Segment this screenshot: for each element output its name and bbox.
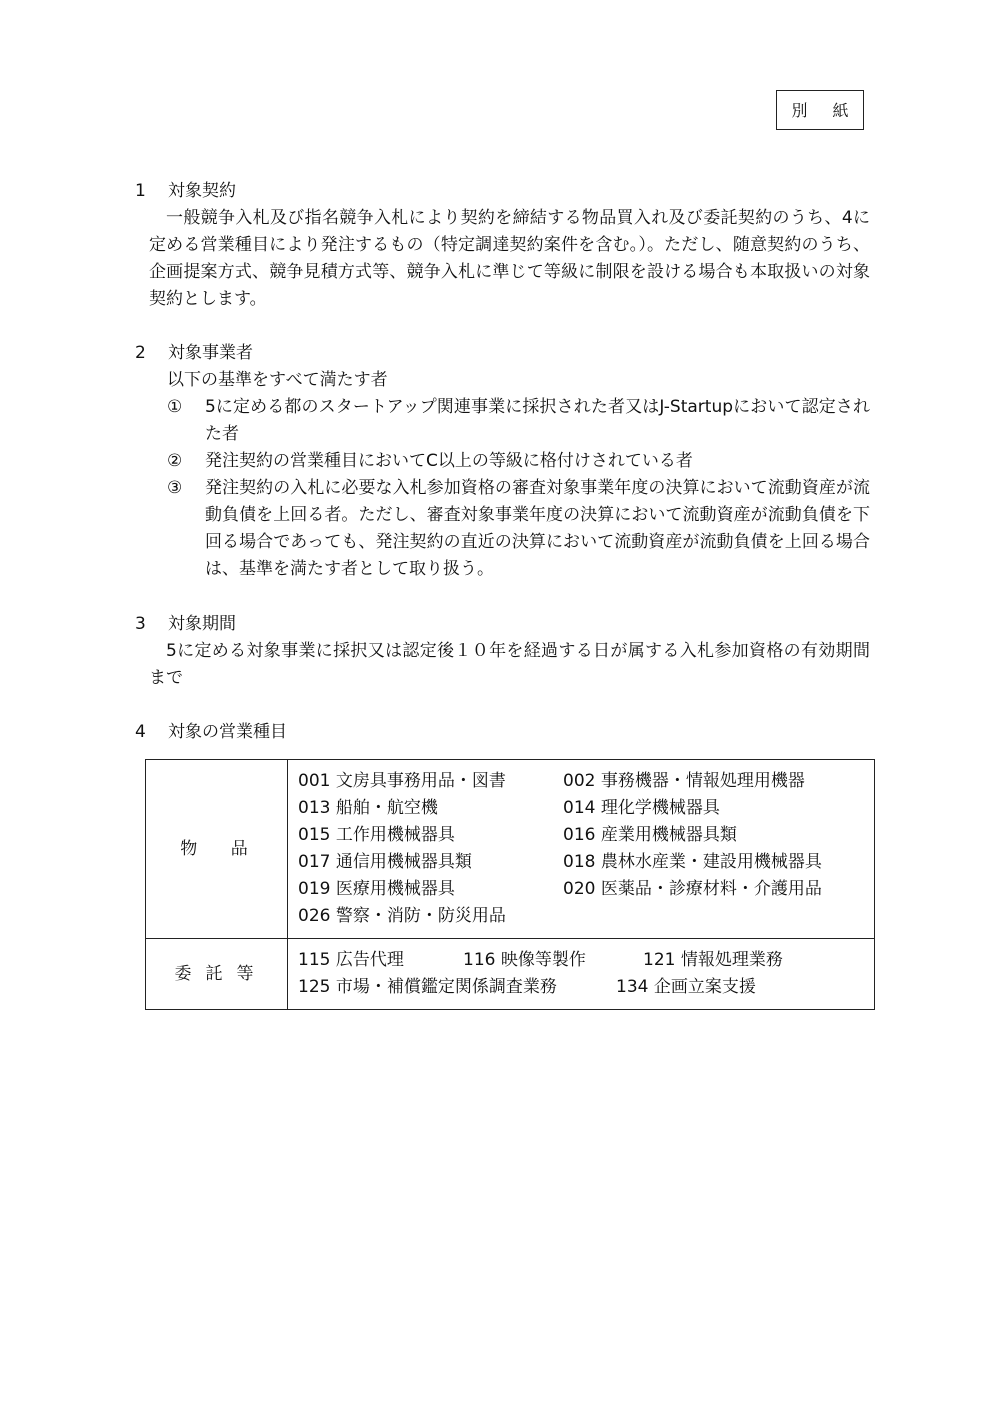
section-target-businesses (135, 340, 870, 583)
list-item: 014 理化学機械器具 (563, 798, 720, 818)
section-heading (135, 611, 870, 638)
criteria-marker: ② (167, 451, 183, 471)
list-item: 134 企画立案支援 (616, 977, 756, 997)
list-item: 020 医薬品・診療材料・介護用品 (563, 879, 822, 899)
goods-label: 物 品 (146, 760, 288, 939)
section-number: 4 (135, 722, 146, 742)
section-business-categories (135, 719, 870, 746)
section-title: 対象期間 (168, 614, 236, 634)
criteria-marker: ① (167, 397, 183, 417)
section-heading (135, 178, 870, 205)
list-item: 121 情報処理業務 (643, 950, 783, 970)
category-table (145, 759, 875, 1010)
attachment-label: 別 紙 (776, 90, 864, 130)
section-target-period (135, 611, 870, 692)
section-body: 一般競争入札及び指名競争入札により契約を締結する物品買入れ及び委託契約のうち、4に定める営業種目により発注するもの（特定調達契約案件を含む。）。ただし、随意契約のうち、企画提案方式、競争見積方式等、競争入札に準じて等級に制限を設ける場合も本取扱いの対象契約とします。 (149, 208, 870, 309)
table-row-goods (146, 760, 875, 939)
table-row-consignment (146, 939, 875, 1010)
section-title: 対象契約 (168, 181, 236, 201)
criteria-marker: ③ (167, 478, 183, 498)
criteria-text: 発注契約の入札に必要な入札参加資格の審査対象事業年度の決算において流動資産が流動負債を上回る者。ただし、審査対象事業年度の決算において流動資産が流動負債を下回る場合であっても、発注契約の直近の決算において流動資産が流動負債を上回る場合は、基準を満たす者として取り扱う。 (205, 478, 870, 579)
section-title: 対象の営業種目 (168, 722, 287, 742)
section-heading (135, 719, 870, 746)
section-title: 対象事業者 (168, 343, 253, 363)
section-target-contracts (135, 178, 870, 313)
criteria-item (135, 448, 870, 475)
section-number: 2 (135, 343, 146, 363)
list-item: 017 通信用機械器具類 (298, 852, 472, 872)
list-item: 115 広告代理 (298, 950, 404, 970)
section-number: 1 (135, 181, 146, 201)
list-item: 019 医療用機械器具 (298, 879, 455, 899)
section-number: 3 (135, 614, 146, 634)
list-item: 013 船舶・航空機 (298, 798, 438, 818)
list-item: 002 事務機器・情報処理用機器 (563, 771, 805, 791)
list-item: 026 警察・消防・防災用品 (298, 906, 506, 926)
list-item: 015 工作用機械器具 (298, 825, 455, 845)
section-body: 5に定める対象事業に採択又は認定後１０年を経過する日が属する入札参加資格の有効期間まで (149, 641, 870, 688)
criteria-item (135, 475, 870, 583)
consignment-label: 委託等 (146, 939, 288, 1010)
criteria-item (135, 394, 870, 448)
consignment-list (288, 939, 875, 1010)
list-item: 001 文房具事務用品・図書 (298, 771, 506, 791)
list-item: 116 映像等製作 (463, 950, 586, 970)
criteria-text: 5に定める都のスタートアップ関連事業に採択された者又はJ-Startupにおいて認定された者 (205, 397, 870, 444)
criteria-intro: 以下の基準をすべて満たす者 (167, 370, 388, 390)
list-item: 125 市場・補償鑑定関係調査業務 (298, 977, 557, 997)
list-item: 018 農林水産業・建設用機械器具 (563, 852, 822, 872)
criteria-text: 発注契約の営業種目においてC以上の等級に格付けされている者 (205, 451, 693, 471)
section-heading (135, 340, 870, 367)
list-item: 016 産業用機械器具類 (563, 825, 737, 845)
goods-list (288, 760, 875, 939)
